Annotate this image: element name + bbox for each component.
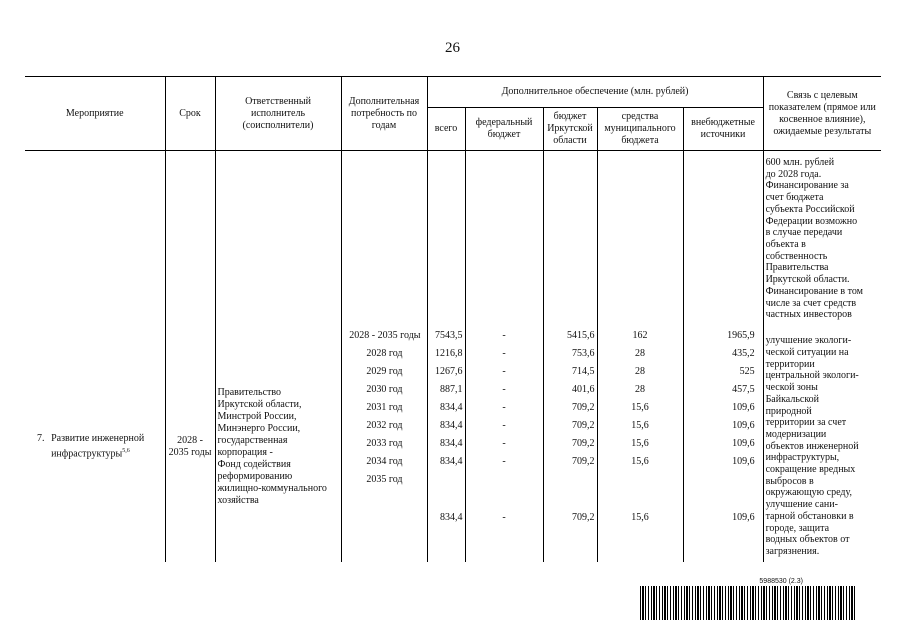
period-cell: 2031 год	[341, 399, 427, 417]
total-cell: 834,4	[427, 435, 465, 453]
carry-note-line: счет бюджета	[765, 192, 824, 204]
municipal-cell: 15,6	[597, 471, 683, 562]
carry-note-line: Финансирование за	[765, 180, 849, 192]
regional-cell: 709,2	[543, 471, 597, 562]
extra-cell: 1965,9	[683, 327, 763, 345]
carry-note-line: Иркутской области.	[765, 274, 850, 286]
municipal-cell: 15,6	[597, 435, 683, 453]
carry-note-line: собственность	[765, 250, 828, 262]
period-cell: 2028 год	[341, 345, 427, 363]
result-line: сокращение вредных	[765, 464, 856, 476]
responsible-line: Правительство	[217, 386, 282, 398]
regional-cell: 5415,6	[543, 327, 597, 345]
result-cell	[763, 327, 881, 562]
federal-cell: -	[465, 399, 543, 417]
responsible-line: Минэнерго России,	[217, 422, 301, 434]
regional-cell: 753,6	[543, 345, 597, 363]
total-cell: 834,4	[427, 417, 465, 435]
federal-cell: -	[465, 327, 543, 345]
col-event-header: Мероприятие	[25, 77, 165, 151]
result-line: улучшение экологи-	[765, 335, 852, 347]
page-number: 26	[445, 40, 460, 56]
regional-cell: 709,2	[543, 399, 597, 417]
carry-note-line: числе за счет средств	[765, 297, 857, 309]
responsible-line: жилищно-коммунального	[217, 482, 327, 494]
event-name: Развитие инженерной инфраструктуры	[51, 432, 145, 460]
federal-cell: -	[465, 363, 543, 381]
col-funding-group-header: Дополнительное обеспечение (млн. рублей)	[427, 77, 763, 108]
regional-cell: 714,5	[543, 363, 597, 381]
result-line: территории	[765, 358, 815, 370]
regional-cell: 709,2	[543, 453, 597, 471]
municipal-cell: 28	[597, 363, 683, 381]
col-federal-header: федеральный бюджет	[465, 108, 543, 151]
result-line: ческой ситуации на	[765, 347, 849, 359]
federal-cell: -	[465, 345, 543, 363]
result-line: центральной экологи-	[765, 370, 859, 382]
result-line: природной	[765, 405, 812, 417]
total-cell: 834,4	[427, 471, 465, 562]
result-line: тарной обстановки в	[765, 510, 854, 522]
result-line: окружающую среду,	[765, 487, 852, 499]
col-term-header: Срок	[165, 77, 215, 151]
carry-note	[763, 151, 881, 328]
total-cell: 1216,8	[427, 345, 465, 363]
result-line: выбросов в	[765, 475, 814, 487]
barcode-block	[640, 578, 855, 620]
extra-cell: 525	[683, 363, 763, 381]
federal-cell: -	[465, 381, 543, 399]
federal-cell: -	[465, 453, 543, 471]
result-line: городе, защита	[765, 522, 830, 534]
extra-cell: 109,6	[683, 471, 763, 562]
result-line: улучшение сани-	[765, 499, 838, 511]
federal-cell: -	[465, 471, 543, 562]
result-line: ческой зоны	[765, 382, 818, 394]
regional-cell: 709,2	[543, 417, 597, 435]
federal-cell: -	[465, 435, 543, 453]
extra-cell: 109,6	[683, 399, 763, 417]
col-extra-header: внебюджетные источники	[683, 108, 763, 151]
total-cell: 7543,5	[427, 327, 465, 345]
responsible-line: государственная	[217, 434, 288, 446]
carry-note-line: 600 млн. рублей	[765, 157, 835, 169]
result-line: Байкальской	[765, 393, 820, 405]
responsible-line: хозяйства	[217, 494, 259, 506]
col-total-header: всего	[427, 108, 465, 151]
carry-note-line: объекта в	[765, 239, 806, 250]
col-need-header: Дополнительная потребность по годам	[341, 77, 427, 151]
col-regional-header: бюджет Иркутской области	[543, 108, 597, 151]
extra-cell: 457,5	[683, 381, 763, 399]
extra-cell: 109,6	[683, 417, 763, 435]
municipal-cell: 15,6	[597, 417, 683, 435]
extra-cell: 109,6	[683, 453, 763, 471]
period-cell: 2034 год	[341, 453, 427, 471]
carry-note-line: Правительства	[765, 262, 829, 274]
carry-note-line: до 2028 года.	[765, 168, 822, 180]
event-footnote: 5,6	[122, 447, 130, 454]
responsible-cell	[215, 327, 341, 562]
term-cell: 2028 - 2035 годы	[165, 327, 215, 562]
result-line: модернизации	[765, 428, 827, 440]
carry-note-line: Федерации возможно	[765, 215, 858, 227]
event-cell	[25, 327, 165, 562]
municipal-cell: 162	[597, 327, 683, 345]
barcode-image	[640, 586, 855, 620]
result-line: территории за счет	[765, 417, 847, 429]
result-line: объектов инженерной	[765, 440, 859, 452]
carry-note-line: частных инвесторов	[765, 309, 852, 321]
total-cell: 887,1	[427, 381, 465, 399]
municipal-cell: 15,6	[597, 399, 683, 417]
barcode-label: 5988530 (2.3)	[759, 578, 803, 585]
responsible-line: Иркутской области,	[217, 398, 302, 410]
result-line: водных объектов от	[765, 534, 850, 546]
period-cell: 2033 год	[341, 435, 427, 453]
regional-cell: 401,6	[543, 381, 597, 399]
extra-cell: 109,6	[683, 435, 763, 453]
funding-table	[25, 76, 881, 562]
responsible-line: Фонд содействия	[217, 458, 291, 470]
result-line: инфраструктуры,	[765, 452, 840, 464]
municipal-cell: 28	[597, 345, 683, 363]
total-cell: 834,4	[427, 453, 465, 471]
carry-note-line: субъекта Российской	[765, 203, 855, 215]
total-cell: 1267,6	[427, 363, 465, 381]
responsible-line: корпорация -	[217, 446, 273, 458]
municipal-cell: 28	[597, 381, 683, 399]
period-cell: 2029 год	[341, 363, 427, 381]
col-municipal-header: средства муниципального бюджета	[597, 108, 683, 151]
carry-note-line: в случае передачи	[765, 227, 843, 239]
total-cell: 834,4	[427, 399, 465, 417]
result-line: загрязнения.	[765, 545, 820, 557]
regional-cell: 709,2	[543, 435, 597, 453]
col-link-header: Связь с целевым показателем (прямое или косвенное влияние), ожидаемые результаты	[763, 77, 881, 151]
responsible-line: Минстрой России,	[217, 410, 297, 422]
municipal-cell: 15,6	[597, 453, 683, 471]
item-number: 7.	[37, 432, 45, 444]
period-cell: 2032 год	[341, 417, 427, 435]
period-cell: 2035 год	[341, 471, 427, 562]
extra-cell: 435,2	[683, 345, 763, 363]
col-responsible-header: Ответственный исполнитель (соисполнители)	[215, 77, 341, 151]
carry-note-line: Финансирование в том	[765, 285, 864, 297]
period-cell: 2028 - 2035 годы	[341, 327, 427, 345]
period-cell: 2030 год	[341, 381, 427, 399]
federal-cell: -	[465, 417, 543, 435]
responsible-line: реформированию	[217, 470, 293, 482]
